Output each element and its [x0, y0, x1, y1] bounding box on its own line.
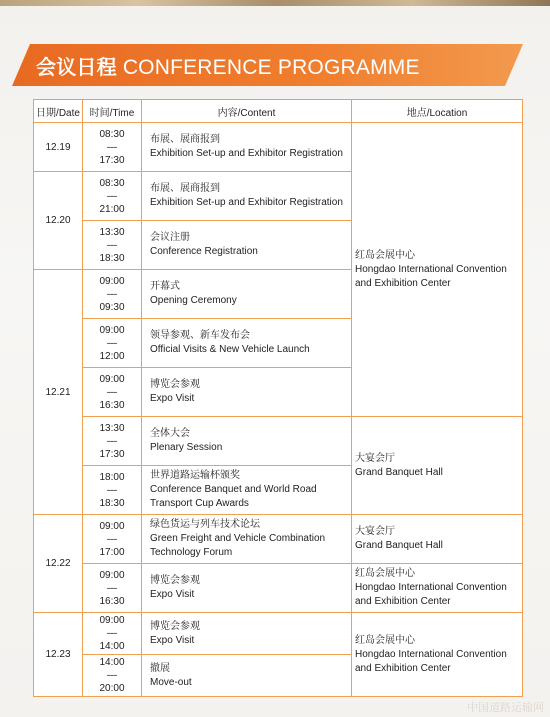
- top-decorative-strip: [0, 0, 550, 6]
- header-location: 地点/Location: [352, 100, 523, 123]
- table-row: [34, 123, 523, 172]
- time-cell: 09:00 — 09:30: [83, 270, 142, 319]
- time-cell: 09:00 — 16:30: [83, 368, 142, 417]
- table-row: [34, 564, 523, 613]
- time-cell: 09:00 — 12:00: [83, 319, 142, 368]
- content-cell: 布展、展商报到 Exhibition Set-up and Exhibitor Registration: [142, 123, 352, 172]
- location-cell: 红岛会展中心 Hongdao International Convention and Exhibition Center: [352, 123, 523, 417]
- time-cell: 13:30 — 17:30: [83, 417, 142, 466]
- table-row: [34, 515, 523, 564]
- time-cell: 09:00 — 14:00: [83, 613, 142, 655]
- location-cell: 大宴会厅 Grand Banquet Hall: [352, 515, 523, 564]
- watermark: 中国道路运输网: [467, 702, 544, 714]
- header-time: 时间/Time: [83, 100, 142, 123]
- content-cell: 领导参观、新车发布会 Official Visits & New Vehicle Launch: [142, 319, 352, 368]
- content-cell: 全体大会 Plenary Session: [142, 417, 352, 466]
- programme-table: [33, 99, 523, 697]
- table-header-row: [34, 100, 523, 123]
- date-cell: 12.21: [34, 270, 83, 515]
- page-title: [36, 55, 420, 79]
- content-cell: 绿色货运与列车技术论坛 Green Freight and Vehicle Combination Technology Forum: [142, 515, 352, 564]
- header-content: 内容/Content: [142, 100, 352, 123]
- time-cell: 18:00 — 18:30: [83, 466, 142, 515]
- content-cell: 世界道路运输杯颁奖 Conference Banquet and World Road Transport Cup Awards: [142, 466, 352, 515]
- location-cell: 大宴会厅 Grand Banquet Hall: [352, 417, 523, 515]
- date-cell: 12.19: [34, 123, 83, 172]
- location-cell: 红岛会展中心 Hongdao International Convention and Exhibition Center: [352, 613, 523, 697]
- content-cell: 博览会参观 Expo Visit: [142, 613, 352, 655]
- content-cell: 博览会参观 Expo Visit: [142, 368, 352, 417]
- table-row: [34, 613, 523, 655]
- header-date: 日期/Date: [34, 100, 83, 123]
- content-cell: 撤展 Move-out: [142, 655, 352, 697]
- content-cell: 布展、展商报到 Exhibition Set-up and Exhibitor Registration: [142, 172, 352, 221]
- time-cell: 09:00 — 16:30: [83, 564, 142, 613]
- content-cell: 博览会参观 Expo Visit: [142, 564, 352, 613]
- content-cell: 开幕式 Opening Ceremony: [142, 270, 352, 319]
- date-cell: 12.22: [34, 515, 83, 613]
- time-cell: 09:00 — 17:00: [83, 515, 142, 564]
- title-en: CONFERENCE PROGRAMME: [122, 56, 420, 79]
- title-cn: 会议日程: [36, 55, 117, 79]
- date-cell: 12.23: [34, 613, 83, 697]
- content-cell: 会议注册 Conference Registration: [142, 221, 352, 270]
- table-row: [34, 417, 523, 466]
- time-cell: 13:30 — 18:30: [83, 221, 142, 270]
- time-cell: 08:30 — 21:00: [83, 172, 142, 221]
- time-cell: 08:30 — 17:30: [83, 123, 142, 172]
- date-cell: 12.20: [34, 172, 83, 270]
- time-cell: 14:00 — 20:00: [83, 655, 142, 697]
- location-cell: 红岛会展中心 Hongdao International Convention and Exhibition Center: [352, 564, 523, 613]
